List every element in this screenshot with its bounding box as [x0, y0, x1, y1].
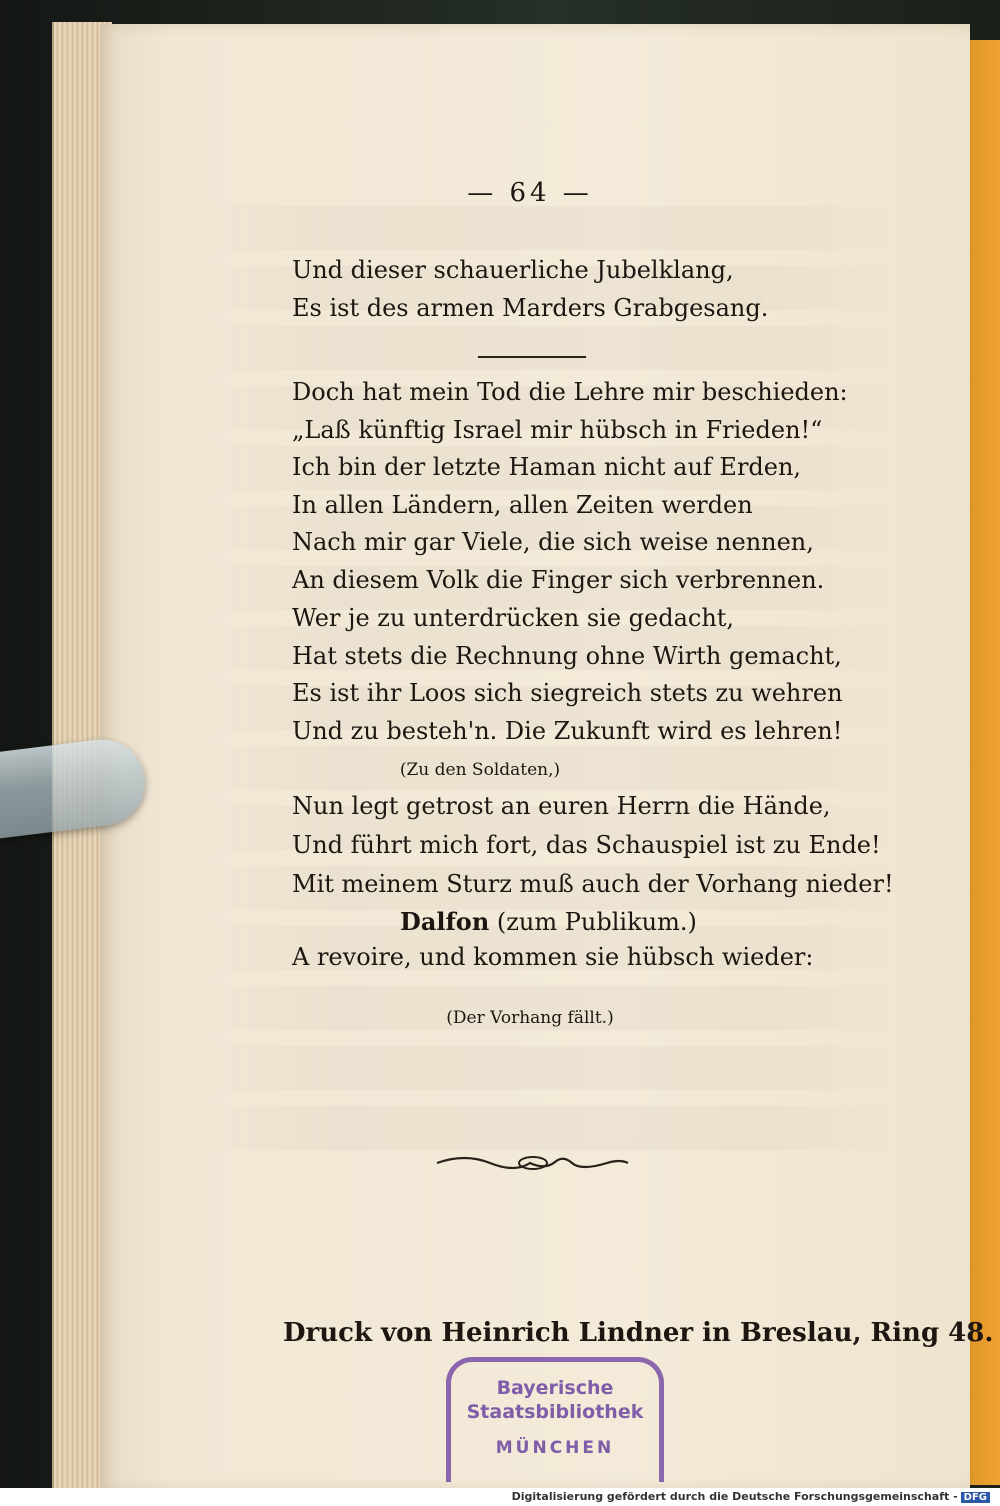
- footer-credit-text: Digitalisierung gefördert durch die Deutsche Forschungsgemeinschaft -: [511, 1490, 958, 1503]
- stamp-line: Bayerische: [496, 1377, 614, 1399]
- farewell-line: A revoire, und kommen sie hübsch wieder:: [292, 943, 814, 971]
- verse-line: Mit meinem Sturz muß auch der Vorhang nieder!: [292, 870, 894, 898]
- verse-line: Nun legt getrost an euren Herrn die Hände,: [292, 792, 831, 820]
- speaker-name: Dalfon: [400, 907, 490, 936]
- stamp-line: MÜNCHEN: [495, 1438, 615, 1458]
- speaker-line: [400, 907, 697, 936]
- verse-line: Nach mir gar Viele, die sich weise nennen,: [292, 528, 814, 556]
- verse-line: Es ist ihr Loos sich siegreich stets zu wehren: [292, 679, 843, 707]
- verse-line: Und führt mich fort, das Schauspiel ist zu Ende!: [292, 831, 881, 859]
- verse-line: An diesem Volk die Finger sich verbrennen.: [292, 566, 825, 594]
- verse-line: In allen Ländern, allen Zeiten werden: [292, 491, 753, 519]
- ornament-flourish: [435, 1148, 630, 1178]
- dfg-logo: DFG: [961, 1492, 990, 1503]
- footer-credit: [512, 1490, 990, 1503]
- library-stamp: [446, 1357, 664, 1482]
- verse-line: Es ist des armen Marders Grabgesang.: [292, 294, 769, 322]
- section-divider: [478, 356, 586, 358]
- verse-line: „Laß künftig Israel mir hübsch in Frieden!“: [292, 416, 823, 444]
- verse-line: Wer je zu unterdrücken sie gedacht,: [292, 604, 735, 632]
- stage-direction: (Zu den Soldaten,): [399, 760, 561, 780]
- verse-line: Ich bin der letzte Haman nicht auf Erden,: [292, 453, 802, 481]
- verse-line: Und zu besteh'n. Die Zukunft wird es lehren!: [292, 717, 843, 745]
- curtain-direction: (Der Vorhang fällt.): [446, 1008, 614, 1028]
- speaker-direction: (zum Publikum.): [496, 908, 697, 936]
- verse-line: Doch hat mein Tod die Lehre mir beschieden:: [292, 378, 848, 406]
- verse-line: Und dieser schauerliche Jubelklang,: [292, 256, 734, 284]
- printer-imprint: Druck von Heinrich Lindner in Breslau, Ring 48.: [283, 1318, 994, 1348]
- stamp-line: Staatsbibliothek: [466, 1401, 644, 1423]
- page-number: — 64 —: [467, 178, 593, 208]
- verse-line: Hat stets die Rechnung ohne Wirth gemacht,: [292, 642, 842, 670]
